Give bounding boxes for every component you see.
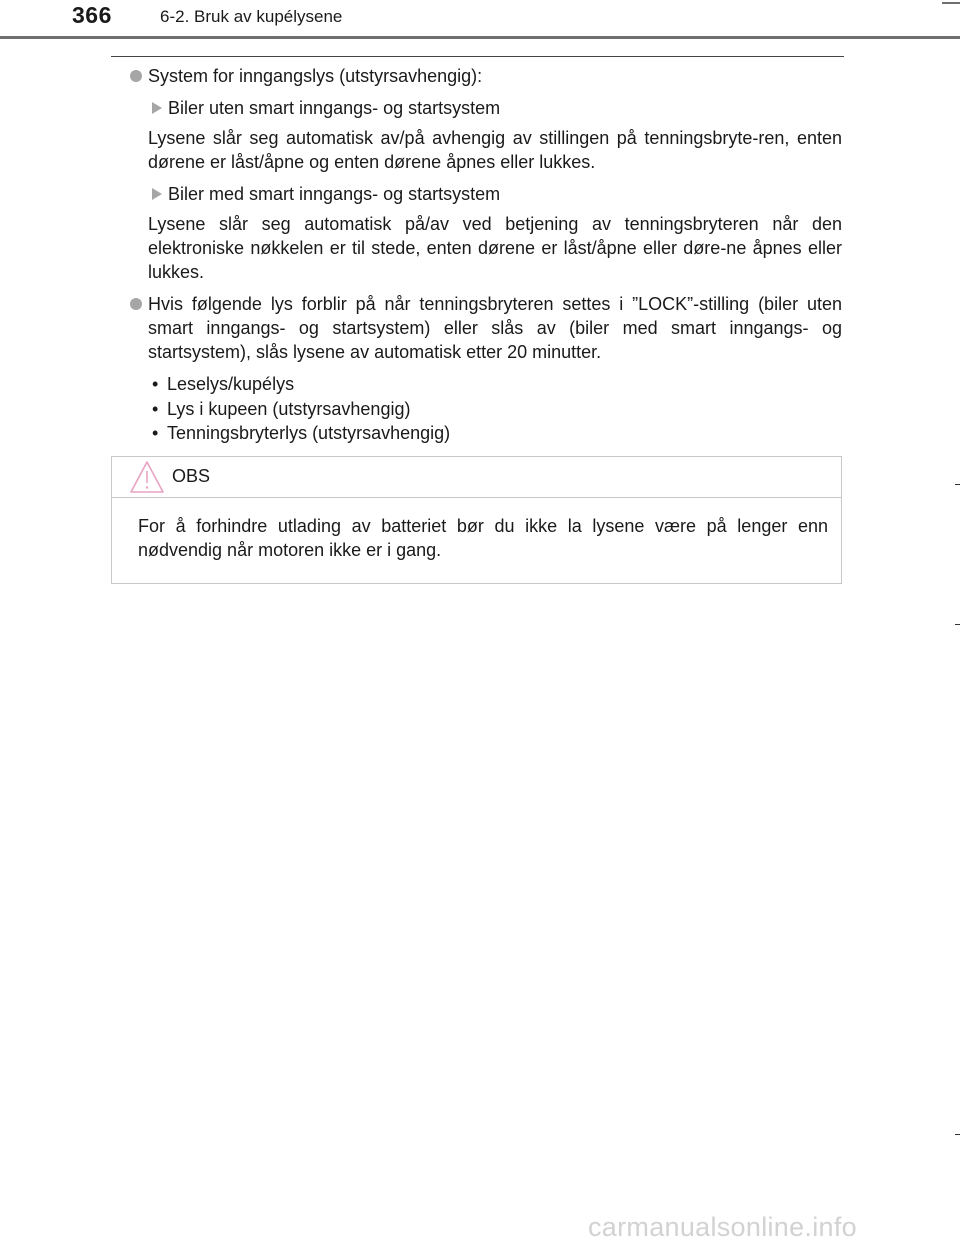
right-tick <box>955 484 960 485</box>
bullet-item <box>130 292 842 364</box>
right-tick <box>955 1134 960 1135</box>
list-item <box>148 397 842 422</box>
bullet-text: System for inngangslys (utstyrsavhengig): <box>148 66 483 86</box>
paragraph: Lysene slår seg automatisk av/på avhengig av stillingen på tenningsbryte-ren, enten dørene er låst/åpne og enten dørene åpnes eller lukkes. <box>148 128 842 172</box>
triangle-right-icon <box>152 188 162 200</box>
warning-triangle-icon <box>129 460 165 494</box>
list-item-text: Leselys/kupélys <box>167 374 295 394</box>
right-tick <box>955 624 960 625</box>
note-body: For å forhindre utlading av batteriet bør du ikke la lysene være på lenger enn nødvendig når motoren ikke er i gang. <box>138 516 828 560</box>
small-bullet-icon: • <box>152 374 159 394</box>
watermark: carmanualsonline.info <box>588 1212 857 1242</box>
bullet-dot-icon <box>130 298 142 310</box>
header-bar <box>0 36 960 39</box>
bullet-item <box>130 64 842 88</box>
list-item-text: Tenningsbryterlys (utstyrsavhengig) <box>167 423 451 443</box>
main-content <box>130 64 842 446</box>
sub-heading <box>148 182 842 206</box>
small-bullet-icon: • <box>152 423 159 443</box>
note-header <box>112 457 841 498</box>
small-bullet-icon: • <box>152 398 159 419</box>
bullet-dot-icon <box>130 70 142 82</box>
sub-heading-text: Biler med smart inngangs- og startsystem <box>168 184 501 204</box>
paragraph: Lysene slår seg automatisk på/av ved betjening av tenningsbryteren når den elektroniske nøkkelen er til stede, enten dørene er låst/åpne eller døre-ne åpnes eller lukkes. <box>148 214 842 282</box>
note-title: OBS <box>172 466 211 486</box>
note-box <box>111 456 842 584</box>
list-item-text: Lys i kupeen (utstyrsavhengig) <box>167 398 411 419</box>
triangle-right-icon <box>152 102 162 114</box>
bullet-text: Hvis følgende lys forblir på når tenningsbryteren settes i ”LOCK”-stilling (biler uten smart inngangs- og startsystem) eller slås av (biler med smart inngangs- og startsystem), slås lysene av automatisk etter 20 minutter. <box>148 294 842 362</box>
section-title: 6-2. Bruk av kupélysene <box>160 7 343 26</box>
content-rule <box>111 56 844 57</box>
sub-heading <box>148 96 842 120</box>
sub-heading-text: Biler uten smart inngangs- og startsystem <box>168 98 501 118</box>
corner-mark <box>942 2 960 4</box>
page-number: 366 <box>72 2 112 28</box>
list-item <box>148 421 842 446</box>
lights-list <box>148 372 842 446</box>
list-item <box>148 372 842 397</box>
